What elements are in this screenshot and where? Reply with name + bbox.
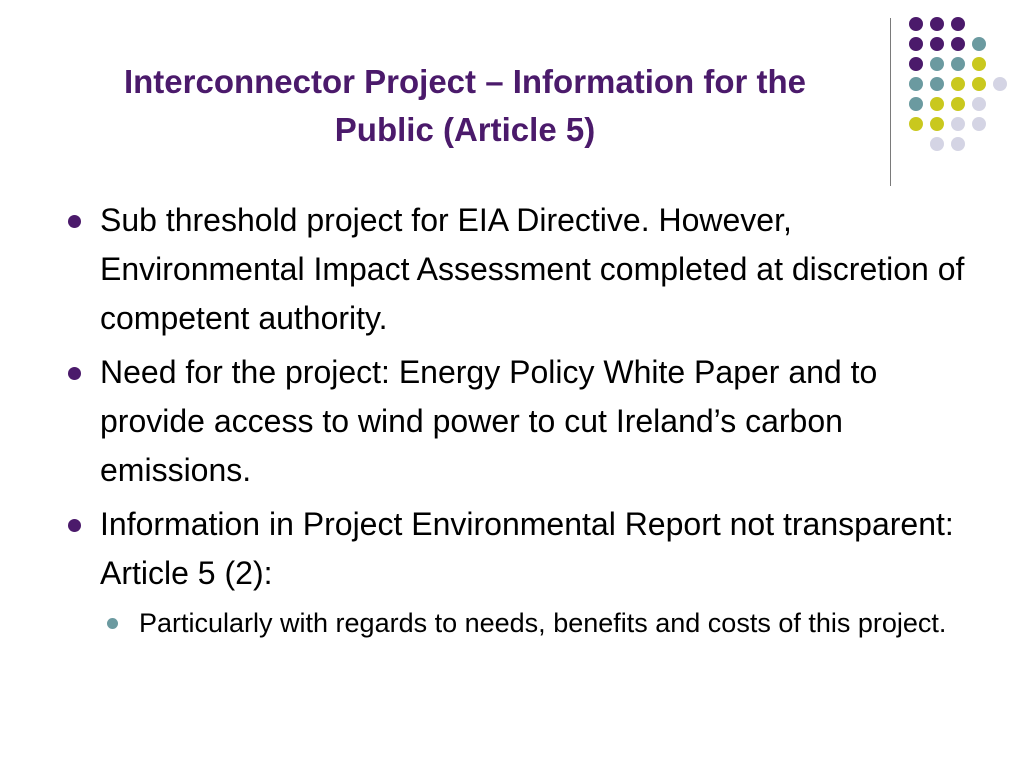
decorative-dot: [951, 57, 965, 71]
slide-body: [64, 196, 984, 643]
decorative-dot: [951, 117, 965, 131]
decorative-dot: [909, 17, 923, 31]
decorative-dot: [993, 77, 1007, 91]
decorative-dot: [951, 137, 965, 151]
decorative-dot: [909, 37, 923, 51]
decorative-dot: [930, 97, 944, 111]
decorative-dot: [951, 37, 965, 51]
decorative-dot: [930, 77, 944, 91]
bullet-text: Information in Project Environmental Report not transparent: Article 5 (2):: [100, 506, 954, 591]
decorative-dot: [972, 57, 986, 71]
slide-title-line-2: Public (Article 5): [334, 111, 596, 148]
bullet-text: Need for the project: Energy Policy White Paper and to provide access to wind power to cut Ireland’s carbon emissions.: [100, 354, 878, 488]
decorative-dot: [972, 97, 986, 111]
bullet-item: [64, 500, 984, 598]
decorative-dot: [951, 77, 965, 91]
decorative-dot: [930, 57, 944, 71]
bullet-item: [64, 196, 984, 343]
decorative-dot: [909, 77, 923, 91]
decorative-dot: [972, 77, 986, 91]
decorative-dot: [909, 57, 923, 71]
decorative-dot: [909, 97, 923, 111]
decorative-dot-grid: [0, 0, 1024, 200]
slide-title-line-1: Interconnector Project – Information for the: [123, 63, 807, 100]
bullet-text: Sub threshold project for EIA Directive. However, Environmental Impact Assessment completed at discretion of competent authority.: [100, 202, 965, 336]
sub-bullet-item: [104, 603, 984, 643]
decorative-dot: [951, 97, 965, 111]
bullet-item: [64, 348, 984, 495]
vertical-divider: [890, 18, 891, 186]
decorative-dot: [951, 17, 965, 31]
decorative-dot: [972, 37, 986, 51]
decorative-dot: [930, 117, 944, 131]
decorative-dot: [930, 17, 944, 31]
decorative-dot: [930, 137, 944, 151]
decorative-dot: [930, 37, 944, 51]
decorative-dot: [972, 117, 986, 131]
sub-bullet-text: Particularly with regards to needs, benefits and costs of this project.: [139, 608, 947, 638]
decorative-dot: [909, 117, 923, 131]
